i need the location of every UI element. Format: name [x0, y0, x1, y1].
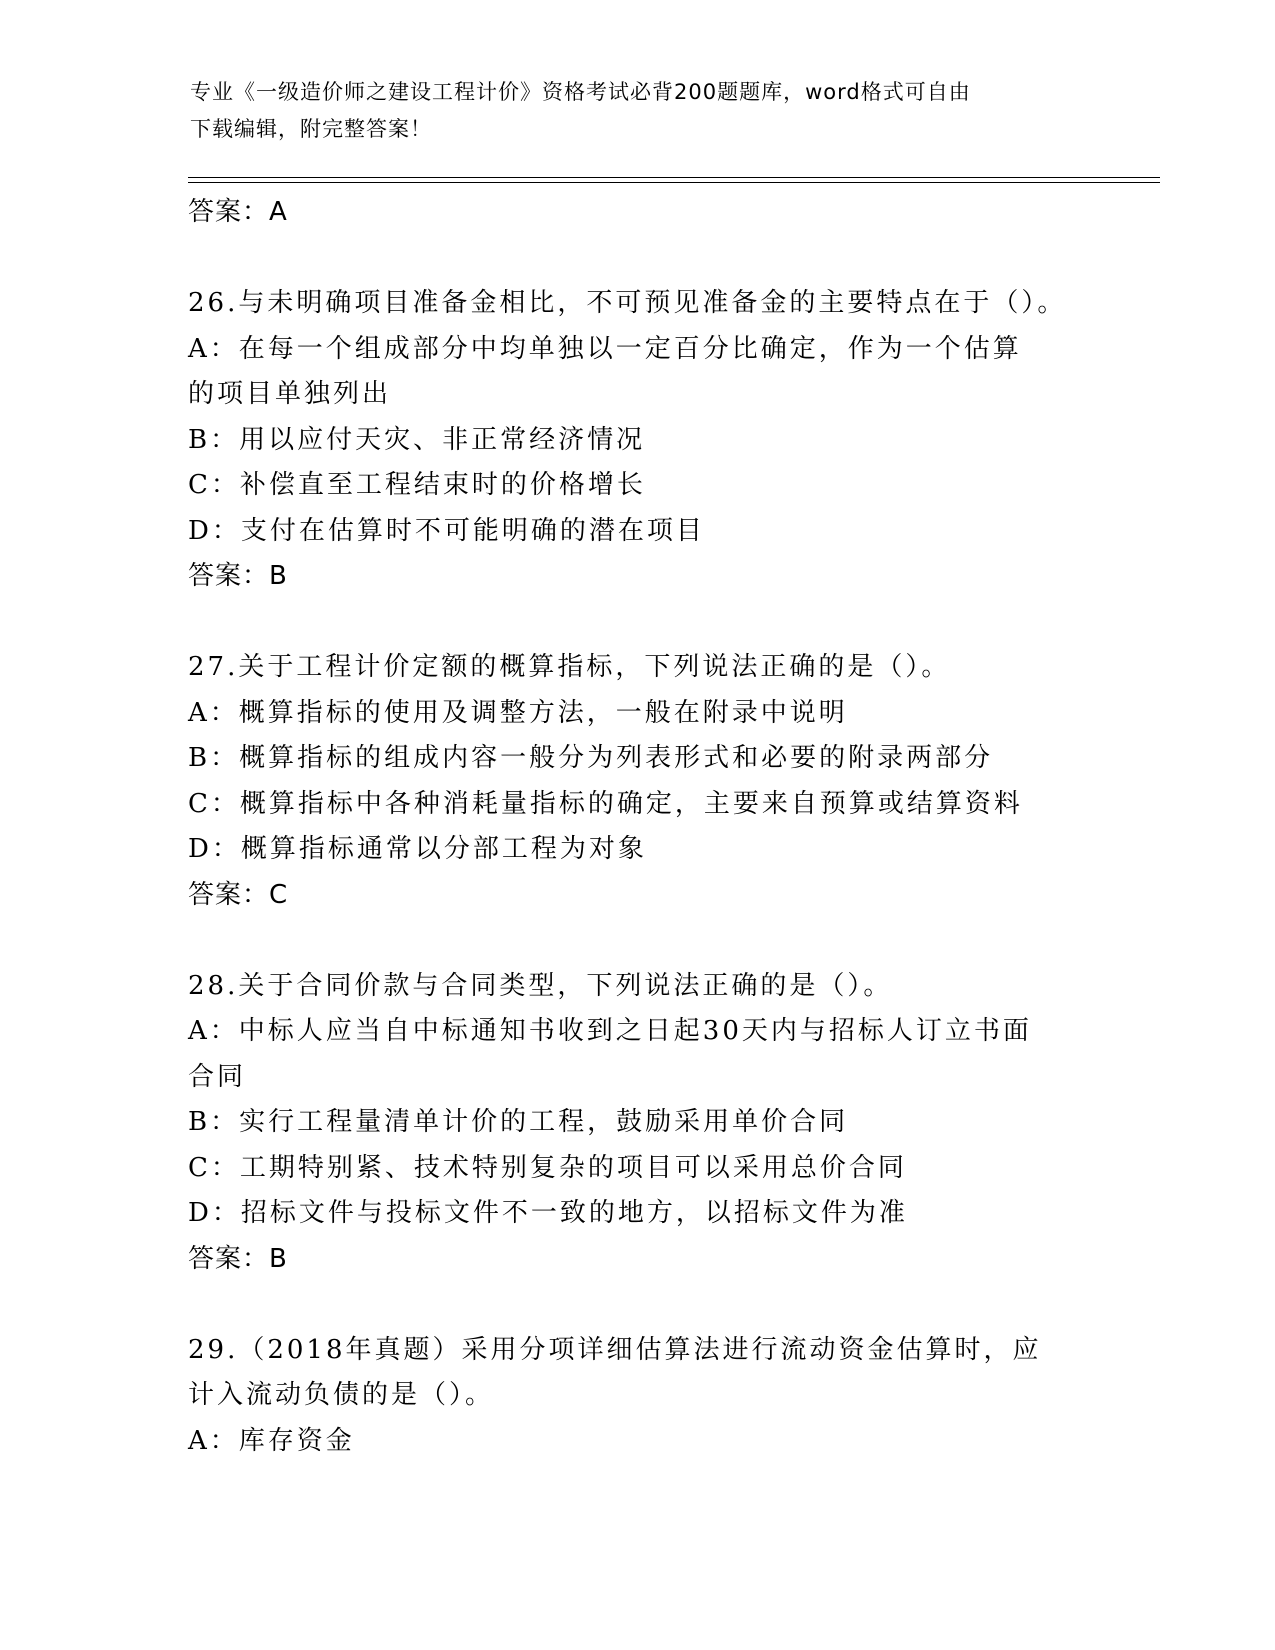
question-28	[188, 964, 1088, 1283]
option-c: C：补偿直至工程结束时的价格增长	[188, 470, 646, 500]
option-c: C：工期特别紧、技术特别复杂的项目可以采用总价合同	[188, 1152, 907, 1183]
question-list	[188, 190, 1088, 1464]
document-header	[190, 74, 1090, 148]
answer-label: 答案：A	[188, 197, 288, 227]
option-a: A：概算指标的使用及调整方法，一般在附录中说明	[188, 697, 848, 728]
option-d: D：支付在估算时不可能明确的潜在项目	[188, 515, 705, 546]
option-a: A：在每一个组成部分中均单独以一定百分比确定，作为一个估算的项目单独列出	[188, 333, 1022, 409]
answer-label: 答案：C	[188, 879, 289, 910]
header-line-2: 下载编辑，附完整答案！	[190, 117, 432, 141]
option-c: C：概算指标中各种消耗量指标的确定，主要来自预算或结算资料	[188, 788, 1023, 819]
question-29	[188, 1328, 1088, 1465]
option-d: D：概算指标通常以分部工程为对象	[188, 834, 647, 864]
question-stem: 29.（2018年真题）采用分项详细估算法进行流动资金估算时，应计入流动负债的是（）。	[188, 1334, 1042, 1410]
question-27	[188, 645, 1088, 918]
header-rule-bottom	[188, 182, 1160, 183]
header-rule-top	[188, 177, 1160, 178]
answer-label: 答案：B	[188, 1243, 288, 1274]
option-a: A：中标人应当自中标通知书收到之日起30天内与招标人订立书面合同	[188, 1016, 1032, 1092]
question-stem: 28.关于合同价款与合同类型，下列说法正确的是（）。	[188, 970, 893, 1001]
question-stem: 27.关于工程计价定额的概算指标，下列说法正确的是（）。	[188, 652, 951, 682]
answer-label: 答案：B	[188, 561, 288, 591]
option-b: B：概算指标的组成内容一般分为列表形式和必要的附录两部分	[188, 743, 994, 773]
option-b: B：用以应付天灾、非正常经济情况	[188, 424, 646, 455]
question-26	[188, 281, 1088, 600]
question-stem: 26.与未明确项目准备金相比，不可预见准备金的主要特点在于（）。	[188, 288, 1067, 318]
header-line-1: 专业《一级造价师之建设工程计价》资格考试必背200题题库，word格式可自由	[190, 80, 971, 104]
option-b: B：实行工程量清单计价的工程，鼓励采用单价合同	[188, 1107, 849, 1137]
option-d: D：招标文件与投标文件不一致的地方，以招标文件为准	[188, 1198, 908, 1228]
option-a: A：库存资金	[188, 1425, 355, 1456]
